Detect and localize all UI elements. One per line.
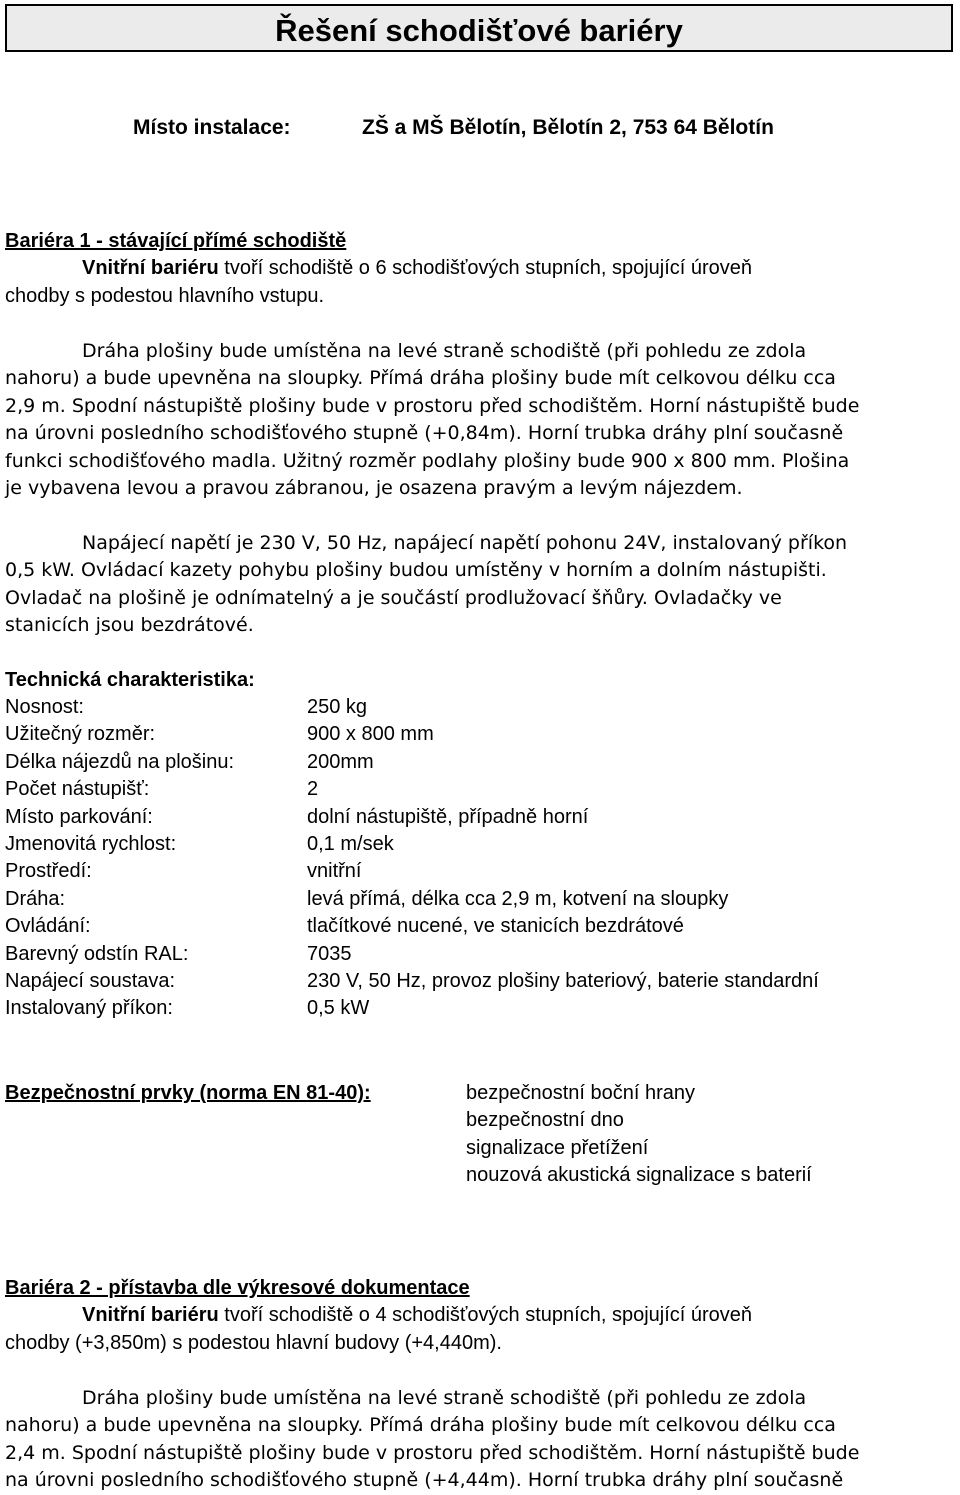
paragraph-line: je vybavena levou a pravou zábranou, je osazena pravým a levým nájezdem. bbox=[5, 477, 743, 500]
tech-row-label: Počet nástupišť: bbox=[5, 778, 150, 801]
barrier1-intro-rest: tvoří schodiště o 6 schodišťových stupních, spojující úroveň bbox=[218, 257, 753, 280]
barrier2-intro-line2: chodby (+3,850m) s podestou hlavní budovy (+4,440m). bbox=[5, 1331, 502, 1354]
tech-row-label: Napájecí soustava: bbox=[5, 970, 176, 992]
tech-row-value: 2 bbox=[307, 778, 319, 801]
tech-row-label: Prostředí: bbox=[5, 860, 92, 883]
safety-item: bezpečnostní dno bbox=[466, 1109, 624, 1132]
barrier2-section bbox=[5, 1275, 955, 1357]
paragraph-line: 0,5 kW. Ovládací kazety pohybu plošiny budou umístěny v horním a dolním nástupišti. bbox=[5, 559, 827, 582]
paragraph-line: na úrovni posledního schodišťového stupně (+4,44m). Horní trubka dráhy plní současně bbox=[5, 1469, 844, 1492]
barrier1-heading: Bariéra 1 - stávající přímé schodiště bbox=[5, 230, 347, 252]
tech-row-label: Místo parkování: bbox=[5, 805, 153, 828]
tech-row-label: Nosnost: bbox=[5, 696, 84, 718]
paragraph-line: nahoru) a bude upevněna na sloupky. Přímá dráha plošiny bude mít celkovou délku cca bbox=[5, 1414, 836, 1437]
barrier2-intro-bold: Vnitřní bariéru bbox=[82, 1304, 219, 1327]
title-box bbox=[5, 4, 953, 52]
tech-row-value: 230 V, 50 Hz, provoz plošiny bateriový, baterie standardní bbox=[307, 970, 819, 992]
tech-row-value: 900 x 800 mm bbox=[307, 723, 434, 746]
paragraph-line: na úrovni posledního schodišťového stupně (+0,84m). Horní trubka dráhy plní současně bbox=[5, 422, 844, 445]
tech-row-value: 250 kg bbox=[307, 696, 368, 718]
barrier1-paragraph-track bbox=[5, 338, 955, 502]
tech-row-value: dolní nástupiště, případně horní bbox=[307, 805, 589, 828]
paragraph-line: 2,9 m. Spodní nástupiště plošiny bude v prostoru před schodištěm. Horní nástupiště bude bbox=[5, 394, 860, 417]
paragraph-line: stanicích jsou bezdrátové. bbox=[5, 614, 254, 637]
paragraph-line: 2,4 m. Spodní nástupiště plošiny bude v prostoru před schodištěm. Horní nástupiště bude bbox=[5, 1441, 860, 1464]
tech-row-value: vnitřní bbox=[307, 860, 362, 883]
tech-row-label: Délka nájezdů na plošinu: bbox=[5, 750, 235, 773]
tech-heading: Technická charakteristika: bbox=[5, 669, 255, 691]
paragraph-line: Napájecí napětí je 230 V, 50 Hz, napájecí napětí pohonu 24V, instalovaný příkon bbox=[82, 532, 848, 554]
tech-row-label: Instalovaný příkon: bbox=[5, 997, 173, 1020]
paragraph-line: Dráha plošiny bude umístěna na levé straně schodiště (při pohledu ze zdola bbox=[82, 340, 807, 362]
tech-row-label: Barevný odstín RAL: bbox=[5, 942, 189, 965]
barrier2-intro-rest: tvoří schodiště o 4 schodišťových stupních, spojující úroveň bbox=[218, 1304, 753, 1327]
tech-row-value: tlačítkové nucené, ve stanicích bezdrátové bbox=[307, 915, 684, 938]
paragraph-line: Dráha plošiny bude umístěna na levé straně schodiště (při pohledu ze zdola bbox=[82, 1387, 807, 1409]
tech-row-value: 200mm bbox=[307, 750, 374, 773]
location-label: Místo instalace: bbox=[133, 116, 291, 139]
paragraph-line: nahoru) a bude upevněna na sloupky. Přímá dráha plošiny bude mít celkovou délku cca bbox=[5, 367, 836, 390]
page-title: Řešení schodišťové bariéry bbox=[275, 13, 683, 48]
tech-row-label: Užitečný rozměr: bbox=[5, 723, 156, 746]
location-value: ZŠ a MŠ Bělotín, Bělotín 2, 753 64 Bělotín bbox=[362, 116, 774, 139]
barrier1-intro-bold: Vnitřní bariéru bbox=[82, 257, 219, 280]
safety-item: signalizace přetížení bbox=[466, 1136, 649, 1159]
tech-row-value: levá přímá, délka cca 2,9 m, kotvení na sloupky bbox=[307, 887, 729, 910]
barrier1-intro-line2: chodby s podestou hlavního vstupu. bbox=[5, 284, 325, 307]
barrier2-paragraph-track bbox=[5, 1385, 955, 1495]
safety-item: bezpečnostní boční hrany bbox=[466, 1082, 696, 1104]
paragraph-line: funkci schodišťového madla. Užitný rozměr podlahy plošiny bude 900 x 800 mm. Plošina bbox=[5, 449, 850, 472]
tech-row-value: 7035 bbox=[307, 942, 352, 965]
barrier1-paragraph-power bbox=[5, 530, 955, 640]
barrier2-heading: Bariéra 2 - přístavba dle výkresové dokumentace bbox=[5, 1277, 470, 1299]
tech-row-label: Jmenovitá rychlost: bbox=[5, 833, 177, 855]
tech-row-value: 0,5 kW bbox=[307, 997, 370, 1020]
tech-row-label: Dráha: bbox=[5, 887, 66, 910]
tech-row-label: Ovládání: bbox=[5, 915, 91, 938]
safety-item: nouzová akustická signalizace s baterií bbox=[466, 1164, 812, 1187]
barrier1-section bbox=[5, 228, 955, 310]
tech-row-value: 0,1 m/sek bbox=[307, 833, 394, 855]
safety-heading: Bezpečnostní prvky (norma EN 81-40): bbox=[5, 1082, 371, 1104]
paragraph-line: Ovladač na plošině je odnímatelný a je součástí prodlužovací šňůry. Ovladačky ve bbox=[5, 586, 782, 609]
